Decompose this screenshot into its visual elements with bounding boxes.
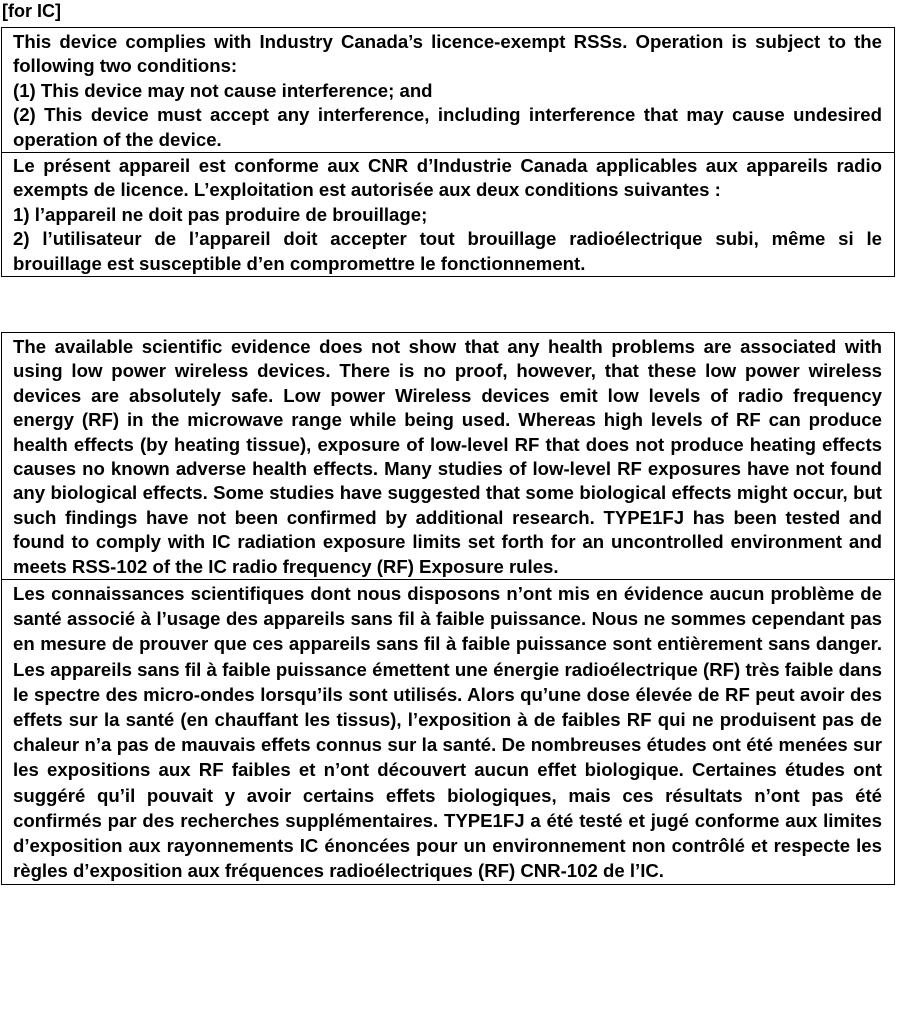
english-rf-exposure-cell	[2, 333, 894, 579]
ic-compliance-table	[1, 27, 895, 277]
rf-exposure-table	[1, 332, 895, 885]
french-rf-exposure-cell	[2, 579, 894, 883]
english-compliance-cell	[2, 28, 894, 152]
french-compliance-intro: Le présent appareil est conforme aux CNR d’Industrie Canada applicables aux appareils radio exempts de licence. L’exploitation est autorisée aux deux conditions suivantes :	[13, 155, 882, 201]
english-condition-1: (1) This device may not cause interference; and	[13, 79, 433, 101]
english-condition-2: (2) This device must accept any interference, including interference that may cause undesired operation of the device.	[13, 104, 882, 150]
french-rf-exposure-text: Les connaissances scientifiques dont nous disposons n’ont mis en évidence aucun problème de santé associé à l’usage des appareils sans fil à faible puissance. Nous ne sommes cependant pas en mesure de prouver que ces appareils sans fil à faible puissance sont entièrement sans danger. Les appareils sans fil à faible puissance émettent une énergie radioélectrique (RF) très faible dans le spectre des micro-ondes lorsqu’ils sont utilisés. Alors qu’une dose élevée de RF peut avoir des effets sur la santé (en chauffant les tissus), l’exposition à de faibles RF qui ne produisent pas de chaleur n’a pas de mauvais effets connus sur la santé. De nombreuses études ont été menées sur les expositions aux RF faibles et n’ont découvert aucun effet biologique. Certaines études ont suggéré qu’il pouvait y avoir certains effets biologiques, mais ces résultats n’ont pas été confirmés par des recherches supplémentaires. TYPE1FJ a été testé et jugé conforme aux limites d’exposition aux rayonnements IC énoncées pour un environnement non contrôlé et respecte les règles d’exposition aux fréquences radioélectriques (RF) CNR-102 de l’IC.	[13, 583, 882, 882]
english-compliance-intro: This device complies with Industry Canada’s licence-exempt RSSs. Operation is subject to the following two conditions:	[13, 31, 882, 77]
french-condition-2: 2) l’utilisateur de l’appareil doit accepter tout brouillage radioélectrique subi, même si le brouillage est susceptible d’en compromettre le fonctionnement.	[13, 228, 882, 274]
french-compliance-cell	[2, 152, 894, 276]
section-heading: [for IC]	[2, 1, 61, 21]
english-rf-exposure-text: The available scientific evidence does not show that any health problems are associated with using low power wireless devices. There is no proof, however, that these low power wireless devices are absolutely safe. Low power Wireless devices emit low levels of radio frequency energy (RF) in the microwave range while being used. Whereas high levels of RF can produce health effects (by heating tissue), exposure of low-level RF that does not produce heating effects causes no known adverse health effects. Many studies of low-level RF exposures have not found any biological effects. Some studies have suggested that some biological effects might occur, but such findings have not been confirmed by additional research. TYPE1FJ has been tested and found to comply with IC radiation exposure limits set forth for an uncontrolled environment and meets RSS-102 of the IC radio frequency (RF) Exposure rules.	[13, 336, 882, 577]
french-condition-1: 1) l’appareil ne doit pas produire de brouillage;	[13, 203, 428, 225]
